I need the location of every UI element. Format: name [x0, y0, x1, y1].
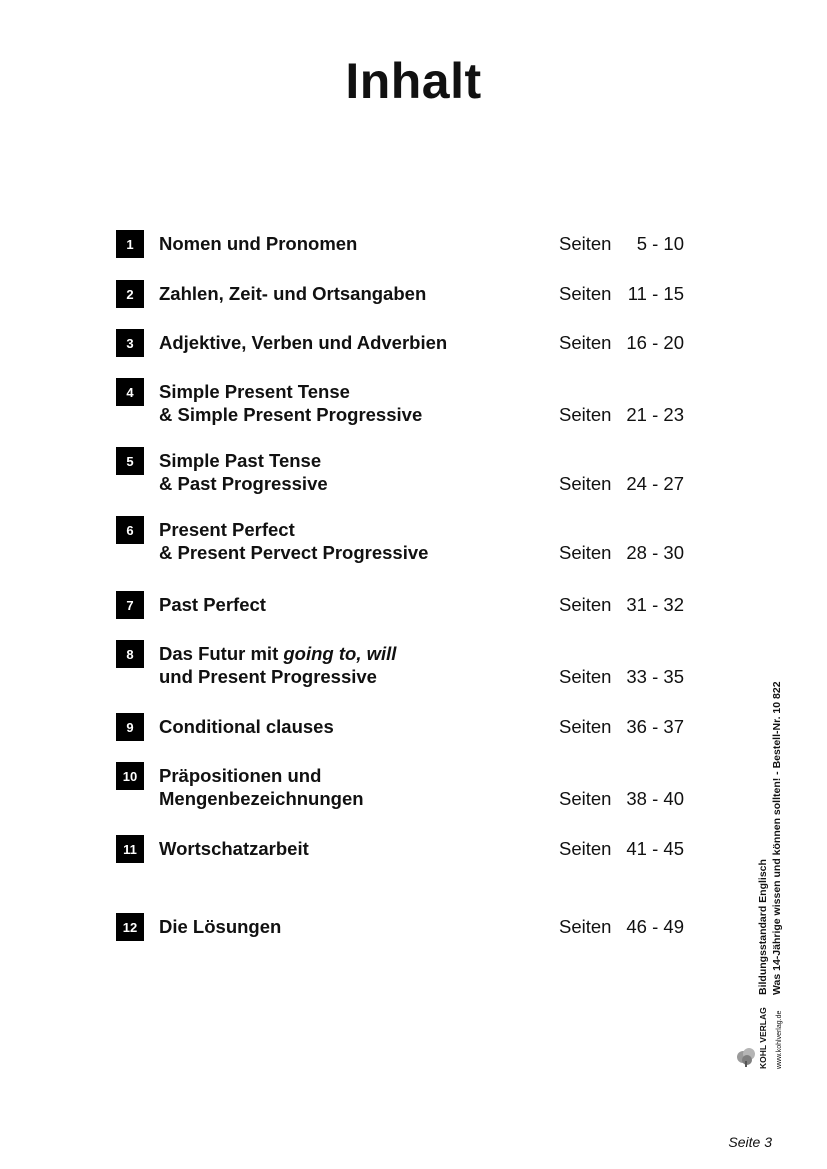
pages-range: 11 - 15	[627, 283, 684, 304]
chapter-title-line	[159, 642, 559, 665]
pages-range: 33 - 35	[626, 666, 684, 687]
publisher-website: www.kohlverlag.de	[776, 1010, 783, 1069]
pages-range: 24 - 27	[626, 473, 684, 494]
chapter-title	[159, 915, 559, 938]
page-range	[559, 331, 684, 354]
chapter-title-line: & Past Progressive	[159, 473, 328, 494]
page-range	[559, 665, 684, 688]
publisher-logo-icon	[735, 1045, 757, 1067]
pages-range: 5 - 10	[636, 233, 684, 254]
chapter-number: 7	[116, 591, 144, 619]
publisher-name: KOHL VERLAG	[758, 1007, 768, 1069]
pages-label: Seiten	[559, 916, 612, 937]
chapter-number: 4	[116, 378, 144, 406]
chapter-number: 5	[116, 447, 144, 475]
chapter-title	[159, 380, 559, 426]
pages-label: Seiten	[559, 233, 612, 254]
sidebar-subtitle: Was 14-Jährige wissen und können sollten! - Bestell-Nr. 10 822	[771, 681, 783, 995]
page-range	[559, 541, 684, 564]
page-range	[559, 472, 684, 495]
chapter-number: 9	[116, 713, 144, 741]
chapter-title	[159, 232, 559, 255]
chapter-number: 12	[116, 913, 144, 941]
pages-range: 16 - 20	[626, 332, 684, 353]
chapter-title	[159, 282, 559, 305]
chapter-number: 10	[116, 762, 144, 790]
chapter-number: 3	[116, 329, 144, 357]
pages-range: 36 - 37	[626, 716, 684, 737]
pages-range: 41 - 45	[626, 838, 684, 859]
page-range	[559, 232, 684, 255]
chapter-title-line: Nomen und Pronomen	[159, 233, 358, 254]
chapter-title-line: Past Perfect	[159, 594, 266, 615]
chapter-title-line: Simple Present Tense	[159, 381, 350, 402]
page-number: Seite 3	[728, 1134, 772, 1150]
pages-label: Seiten	[559, 594, 612, 615]
chapter-number: 11	[116, 835, 144, 863]
chapter-title-line: Present Perfect	[159, 519, 295, 540]
page-range	[559, 593, 684, 616]
chapter-title	[159, 449, 559, 495]
chapter-title	[159, 642, 559, 688]
chapter-title-line: Adjektive, Verben und Adverbien	[159, 332, 448, 353]
chapter-title-prefix: Das Futur mit	[159, 643, 284, 664]
page-range	[559, 282, 684, 305]
page-title: Inhalt	[345, 53, 482, 109]
chapter-title-line: & Simple Present Progressive	[159, 404, 423, 425]
chapter-number: 1	[116, 230, 144, 258]
chapter-title	[159, 518, 559, 564]
pages-label: Seiten	[559, 666, 612, 687]
pages-label: Seiten	[559, 788, 612, 809]
pages-label: Seiten	[559, 473, 612, 494]
chapter-number: 6	[116, 516, 144, 544]
chapter-number: 8	[116, 640, 144, 668]
pages-range: 46 - 49	[626, 916, 684, 937]
chapter-title	[159, 715, 559, 738]
pages-range: 38 - 40	[626, 788, 684, 809]
chapter-title	[159, 837, 559, 860]
chapter-number: 2	[116, 280, 144, 308]
sidebar-title: Bildungsstandard Englisch	[757, 859, 769, 995]
chapter-title-italic: going to, will	[283, 643, 397, 664]
pages-range: 28 - 30	[626, 542, 684, 563]
chapter-title-line: Wortschatzarbeit	[159, 838, 309, 859]
page-range	[559, 837, 684, 860]
chapter-title-line: Mengenbezeichnungen	[159, 788, 364, 809]
chapter-title-line: Simple Past Tense	[159, 450, 322, 471]
sidebar-text	[735, 645, 785, 1075]
chapter-title	[159, 331, 559, 354]
chapter-title-line: & Present Pervect Progressive	[159, 542, 429, 563]
pages-range: 31 - 32	[626, 594, 684, 615]
page-range	[559, 915, 684, 938]
chapter-title-line: und Present Progressive	[159, 666, 377, 687]
pages-label: Seiten	[559, 838, 612, 859]
publisher-sidebar	[735, 645, 785, 1075]
page-range	[559, 403, 684, 426]
chapter-title-line: Conditional clauses	[159, 716, 334, 737]
pages-label: Seiten	[559, 716, 612, 737]
pages-label: Seiten	[559, 404, 612, 425]
pages-label: Seiten	[559, 332, 612, 353]
pages-label: Seiten	[559, 542, 612, 563]
chapter-title	[159, 593, 559, 616]
page-range	[559, 715, 684, 738]
chapter-title-line: Die Lösungen	[159, 916, 282, 937]
chapter-title-line: Zahlen, Zeit- und Ortsangaben	[159, 283, 427, 304]
chapter-title-line: Präpositionen und	[159, 765, 322, 786]
page-range	[559, 787, 684, 810]
chapter-title	[159, 764, 559, 810]
pages-range: 21 - 23	[626, 404, 684, 425]
pages-label: Seiten	[559, 283, 612, 304]
